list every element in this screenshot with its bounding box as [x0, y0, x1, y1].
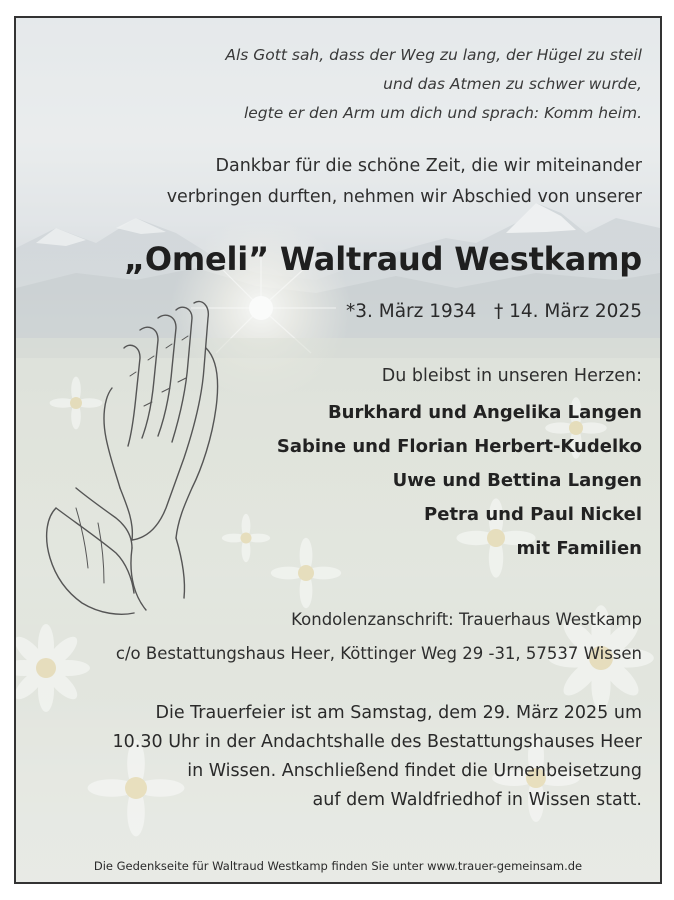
funeral-line-3: in Wissen. Anschließend findet die Urnenbeisetzung — [187, 761, 642, 781]
condolence-address-line-1: Kondolenzanschrift: Trauerhaus Westkamp — [291, 610, 642, 629]
funeral-line-1: Die Trauerfeier ist am Samstag, dem 29. März 2025 um — [155, 703, 642, 723]
funeral-line-4: auf dem Waldfriedhof in Wissen statt. — [312, 790, 642, 810]
intro-line-1: Dankbar für die schöne Zeit, die wir miteinander — [215, 156, 642, 176]
obituary-content — [16, 18, 660, 882]
condolence-address-line-2: c/o Bestattungshaus Heer, Köttinger Weg 29 -31, 57537 Wissen — [115, 644, 642, 663]
intro-line-2: verbringen durften, nehmen wir Abschied von unserer — [166, 187, 642, 207]
funeral-line-2: 10.30 Uhr in der Andachtshalle des Bestattungshauses Heer — [112, 732, 642, 752]
mourners-intro: Du bleibst in unseren Herzen: — [381, 366, 642, 386]
birth-date: *3. März 1934 — [345, 301, 477, 322]
mourner-families: mit Familien — [516, 538, 642, 559]
quote-line-2: und das Atmen zu schwer wurde, — [383, 75, 642, 93]
quote-line-3: legte er den Arm um dich und sprach: Komm heim. — [243, 104, 642, 122]
death-date: † 14. März 2025 — [493, 301, 642, 322]
mourner-name: Uwe und Bettina Langen — [392, 470, 642, 491]
mourner-name: Petra und Paul Nickel — [424, 504, 642, 525]
mourner-name: Burkhard und Angelika Langen — [327, 402, 642, 423]
obituary-card — [14, 16, 662, 884]
quote-line-1: Als Gott sah, dass der Weg zu lang, der Hügel zu steil — [225, 46, 642, 64]
deceased-name: „Omeli” Waltraud Westkamp — [124, 240, 642, 278]
life-dates — [346, 301, 642, 322]
mourner-name: Sabine und Florian Herbert-Kudelko — [276, 436, 642, 457]
memorial-page-note: Die Gedenkseite für Waltraud Westkamp finden Sie unter www.trauer-gemeinsam.de — [93, 858, 583, 873]
